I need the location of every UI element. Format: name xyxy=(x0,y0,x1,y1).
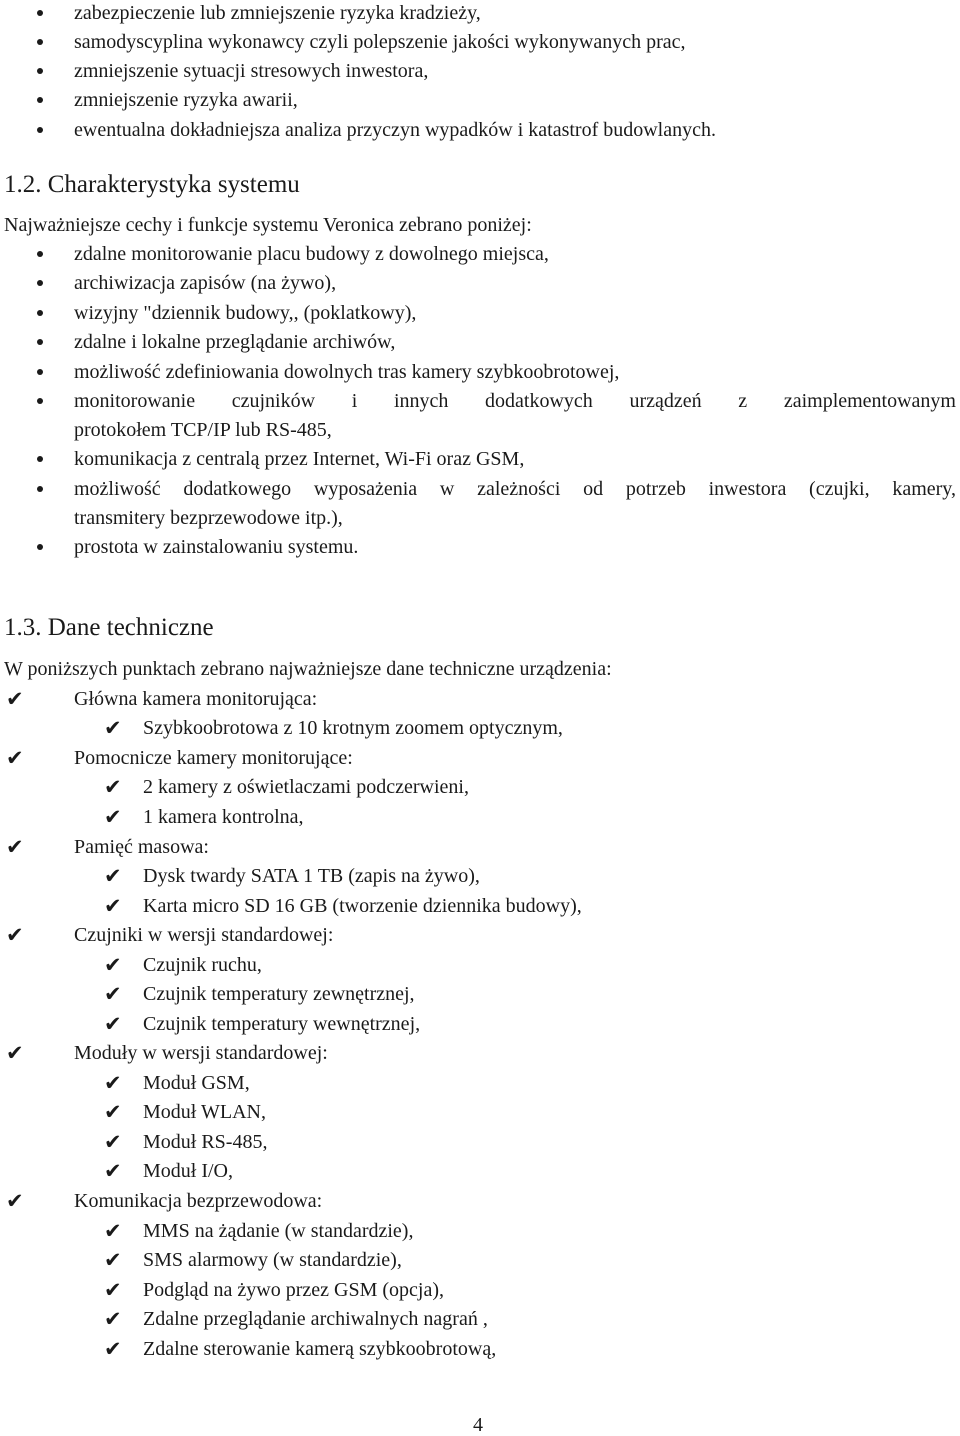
spec-item: Czujnik temperatury zewnętrznej, xyxy=(143,983,415,1005)
bullet-icon xyxy=(37,398,43,404)
checkmark-icon: ✔ xyxy=(104,1071,122,1095)
checkmark-icon: ✔ xyxy=(104,982,122,1006)
spec-group-label: Moduły w wersji standardowej: xyxy=(74,1042,328,1064)
spec-group-label: Czujniki w wersji standardowej: xyxy=(74,924,334,946)
checkmark-icon: ✔ xyxy=(104,716,122,740)
bullet-icon xyxy=(37,310,43,316)
spec-item: Moduł GSM, xyxy=(143,1072,250,1094)
page-number: 4 xyxy=(473,1414,483,1436)
spec-item: Moduł RS-485, xyxy=(143,1131,268,1153)
checkmark-icon: ✔ xyxy=(104,894,122,918)
spec-item: Karta micro SD 16 GB (tworzenie dziennika budowy), xyxy=(143,895,582,917)
spec-item: Czujnik ruchu, xyxy=(143,954,262,976)
spec-item: Moduł WLAN, xyxy=(143,1101,266,1123)
checkmark-icon: ✔ xyxy=(6,923,24,947)
section-heading: 1.2. Charakterystyka systemu xyxy=(4,171,300,198)
spec-item: Czujnik temperatury wewnętrznej, xyxy=(143,1013,421,1035)
list-item-continuation: protokołem TCP/IP lub RS-485, xyxy=(74,419,332,441)
bullet-icon xyxy=(37,127,43,133)
section-intro: Najważniejsze cechy i funkcje systemu Veronica zebrano poniżej: xyxy=(4,214,532,236)
list-item: możliwość dodatkowego wyposażenia w zależności od potrzeb inwestora (czujki, kamery, xyxy=(74,478,956,500)
checkmark-icon: ✔ xyxy=(6,746,24,770)
section-intro: W poniższych punktach zebrano najważniejsze dane techniczne urządzenia: xyxy=(4,658,612,680)
checkmark-icon: ✔ xyxy=(104,1278,122,1302)
checkmark-icon: ✔ xyxy=(6,835,24,859)
bullet-icon xyxy=(37,544,43,550)
checkmark-icon: ✔ xyxy=(104,1248,122,1272)
list-item: zdalne i lokalne przeglądanie archiwów, xyxy=(74,331,396,353)
checkmark-icon: ✔ xyxy=(104,1337,122,1361)
checkmark-icon: ✔ xyxy=(104,1307,122,1331)
bullet-icon xyxy=(37,280,43,286)
spec-group-label: Komunikacja bezprzewodowa: xyxy=(74,1190,323,1212)
checkmark-icon: ✔ xyxy=(104,864,122,888)
checkmark-icon: ✔ xyxy=(6,1189,24,1213)
spec-item: 2 kamery z oświetlaczami podczerwieni, xyxy=(143,776,469,798)
list-item-continuation: transmitery bezprzewodowe itp.), xyxy=(74,507,343,529)
spec-item: 1 kamera kontrolna, xyxy=(143,806,304,828)
bullet-icon xyxy=(37,456,43,462)
checkmark-icon: ✔ xyxy=(104,1130,122,1154)
spec-item: MMS na żądanie (w standardzie), xyxy=(143,1220,414,1242)
checkmark-icon: ✔ xyxy=(104,1219,122,1243)
list-item: prostota w zainstalowaniu systemu. xyxy=(74,536,359,558)
list-item: zabezpieczenie lub zmniejszenie ryzyka kradzieży, xyxy=(74,2,481,24)
list-item: zmniejszenie ryzyka awarii, xyxy=(74,89,298,111)
section-heading: 1.3. Dane techniczne xyxy=(4,614,214,641)
checkmark-icon: ✔ xyxy=(104,1012,122,1036)
spec-item: Zdalne sterowanie kamerą szybkoobrotową, xyxy=(143,1338,497,1360)
spec-group-label: Pamięć masowa: xyxy=(74,836,209,858)
list-item: zdalne monitorowanie placu budowy z dowolnego miejsca, xyxy=(74,243,549,265)
bullet-icon xyxy=(37,68,43,74)
bullet-icon xyxy=(37,486,43,492)
checkmark-icon: ✔ xyxy=(104,1100,122,1124)
spec-group-label: Pomocnicze kamery monitorujące: xyxy=(74,747,353,769)
checkmark-icon: ✔ xyxy=(6,1041,24,1065)
spec-group-label: Główna kamera monitorująca: xyxy=(74,688,318,710)
bullet-icon xyxy=(37,10,43,16)
spec-item: Moduł I/O, xyxy=(143,1160,233,1182)
list-item: ewentualna dokładniejsza analiza przyczyn wypadków i katastrof budowlanych. xyxy=(74,119,716,141)
list-item: wizyjny "dziennik budowy,, (poklatkowy), xyxy=(74,302,417,324)
bullet-icon xyxy=(37,369,43,375)
list-item: archiwizacja zapisów (na żywo), xyxy=(74,272,337,294)
spec-item: Zdalne przeglądanie archiwalnych nagrań , xyxy=(143,1308,488,1330)
list-item: samodyscyplina wykonawcy czyli polepszenie jakości wykonywanych prac, xyxy=(74,31,686,53)
spec-item: Podgląd na żywo przez GSM (opcja), xyxy=(143,1279,445,1301)
list-item: możliwość zdefiniowania dowolnych tras kamery szybkoobrotowej, xyxy=(74,361,620,383)
bullet-icon xyxy=(37,97,43,103)
checkmark-icon: ✔ xyxy=(104,1159,122,1183)
list-item: monitorowanie czujników i innych dodatkowych urządzeń z zaimplementowanym xyxy=(74,390,956,412)
spec-item: Dysk twardy SATA 1 TB (zapis na żywo), xyxy=(143,865,480,887)
bullet-icon xyxy=(37,251,43,257)
checkmark-icon: ✔ xyxy=(104,805,122,829)
list-item: komunikacja z centralą przez Internet, Wi-Fi oraz GSM, xyxy=(74,448,525,470)
list-item: zmniejszenie sytuacji stresowych inwestora, xyxy=(74,60,429,82)
bullet-icon xyxy=(37,39,43,45)
checkmark-icon: ✔ xyxy=(104,953,122,977)
checkmark-icon: ✔ xyxy=(104,775,122,799)
spec-item: SMS alarmowy (w standardzie), xyxy=(143,1249,402,1271)
spec-item: Szybkoobrotowa z 10 krotnym zoomem optycznym, xyxy=(143,717,563,739)
bullet-icon xyxy=(37,339,43,345)
checkmark-icon: ✔ xyxy=(6,687,24,711)
